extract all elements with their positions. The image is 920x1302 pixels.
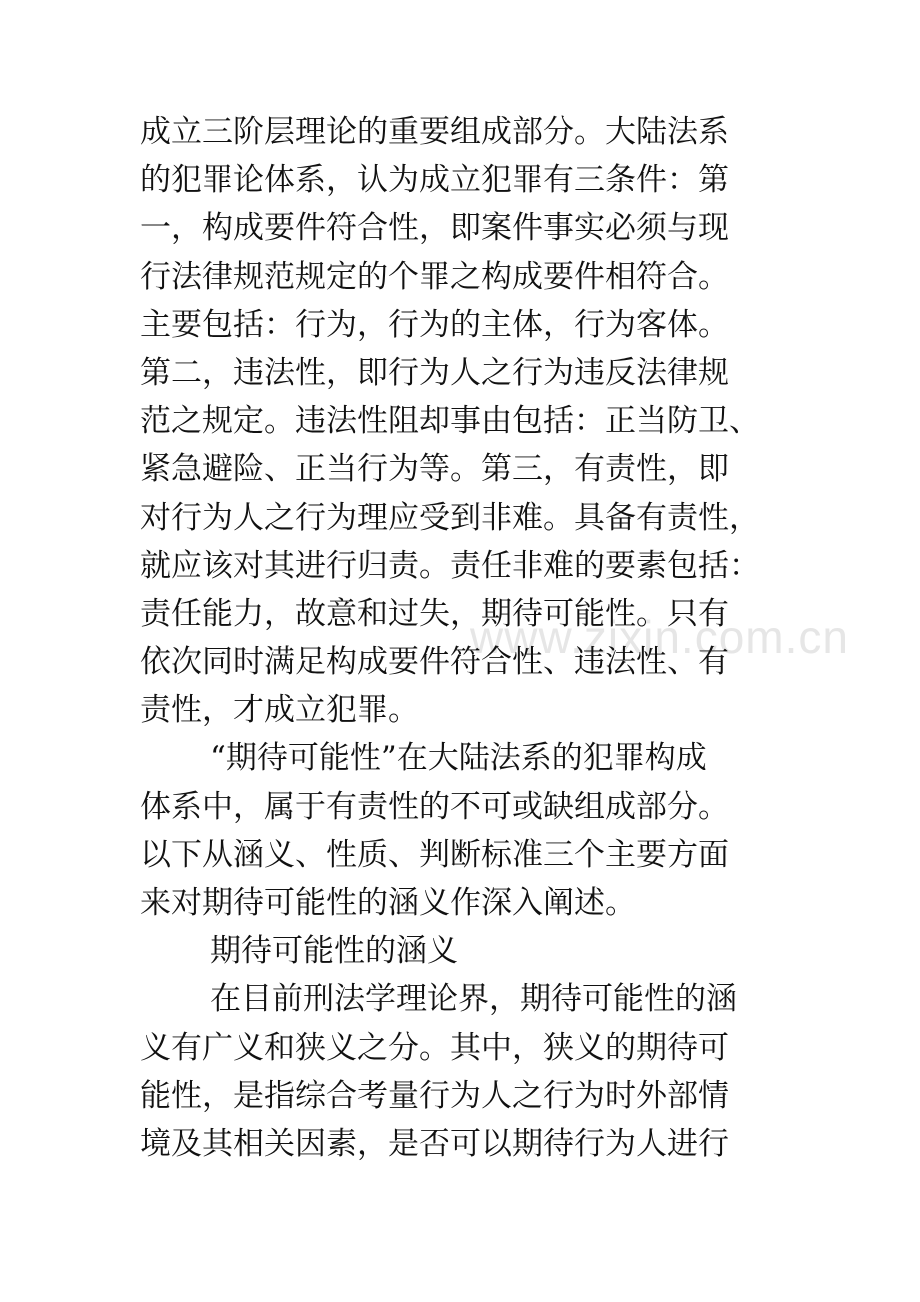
text-line: 义有广义和狭义之分。其中，狭义的期待可 (140, 1029, 729, 1066)
text-line: 境及其相关因素，是否可以期待行为人进行 (140, 1125, 729, 1162)
text-line: 行法律规范规定的个罪之构成要件相符合。 (140, 258, 729, 295)
watermark: www.zixin.com.cn (470, 611, 849, 663)
text-line: 责任能力，故意和过失，期待可能性。只有 (140, 595, 729, 632)
text-line: 依次同时满足构成要件符合性、违法性、有 (140, 644, 729, 681)
text-line: 范之规定。违法性阻却事由包括：正当防卫、 (140, 403, 760, 440)
text-line: 来对期待可能性的涵义作深入阐述。 (140, 885, 636, 921)
body-text (140, 108, 790, 1168)
text-line: 紧急避险、正当行为等。第三，有责性，即 (140, 451, 729, 488)
text-line: 第二，违法性，即行为人之行为违反法律规 (140, 354, 729, 391)
text-line: 责性，才成立犯罪。 (140, 692, 419, 729)
text-line: 一，构成要件符合性，即案件事实必须与现 (140, 210, 729, 247)
text-line: 能性，是指综合考量行为人之行为时外部情 (140, 1077, 729, 1114)
paragraph-start-line: 在目前刑法学理论界，期待可能性的涵 (210, 981, 737, 1018)
text-line: 成立三阶层理论的重要组成部分。大陆法系 (140, 114, 729, 150)
section-heading: 期待可能性的涵义 (210, 933, 458, 970)
text-line: 主要包括：行为，行为的主体，行为客体。 (140, 306, 729, 343)
text-line: 的犯罪论体系，认为成立犯罪有三条件：第 (140, 162, 729, 199)
text-line: 以下从涵义、性质、判断标准三个主要方面 (140, 836, 729, 873)
paragraph-start-line: “期待可能性”在大陆法系的犯罪构成 (210, 740, 707, 777)
text-line: 就应该对其进行归责。责任非难的要素包括： (140, 547, 760, 584)
text-line: 对行为人之行为理应受到非难。具备有责性， (140, 499, 760, 536)
text-line: 体系中，属于有责性的不可或缺组成部分。 (140, 788, 729, 825)
